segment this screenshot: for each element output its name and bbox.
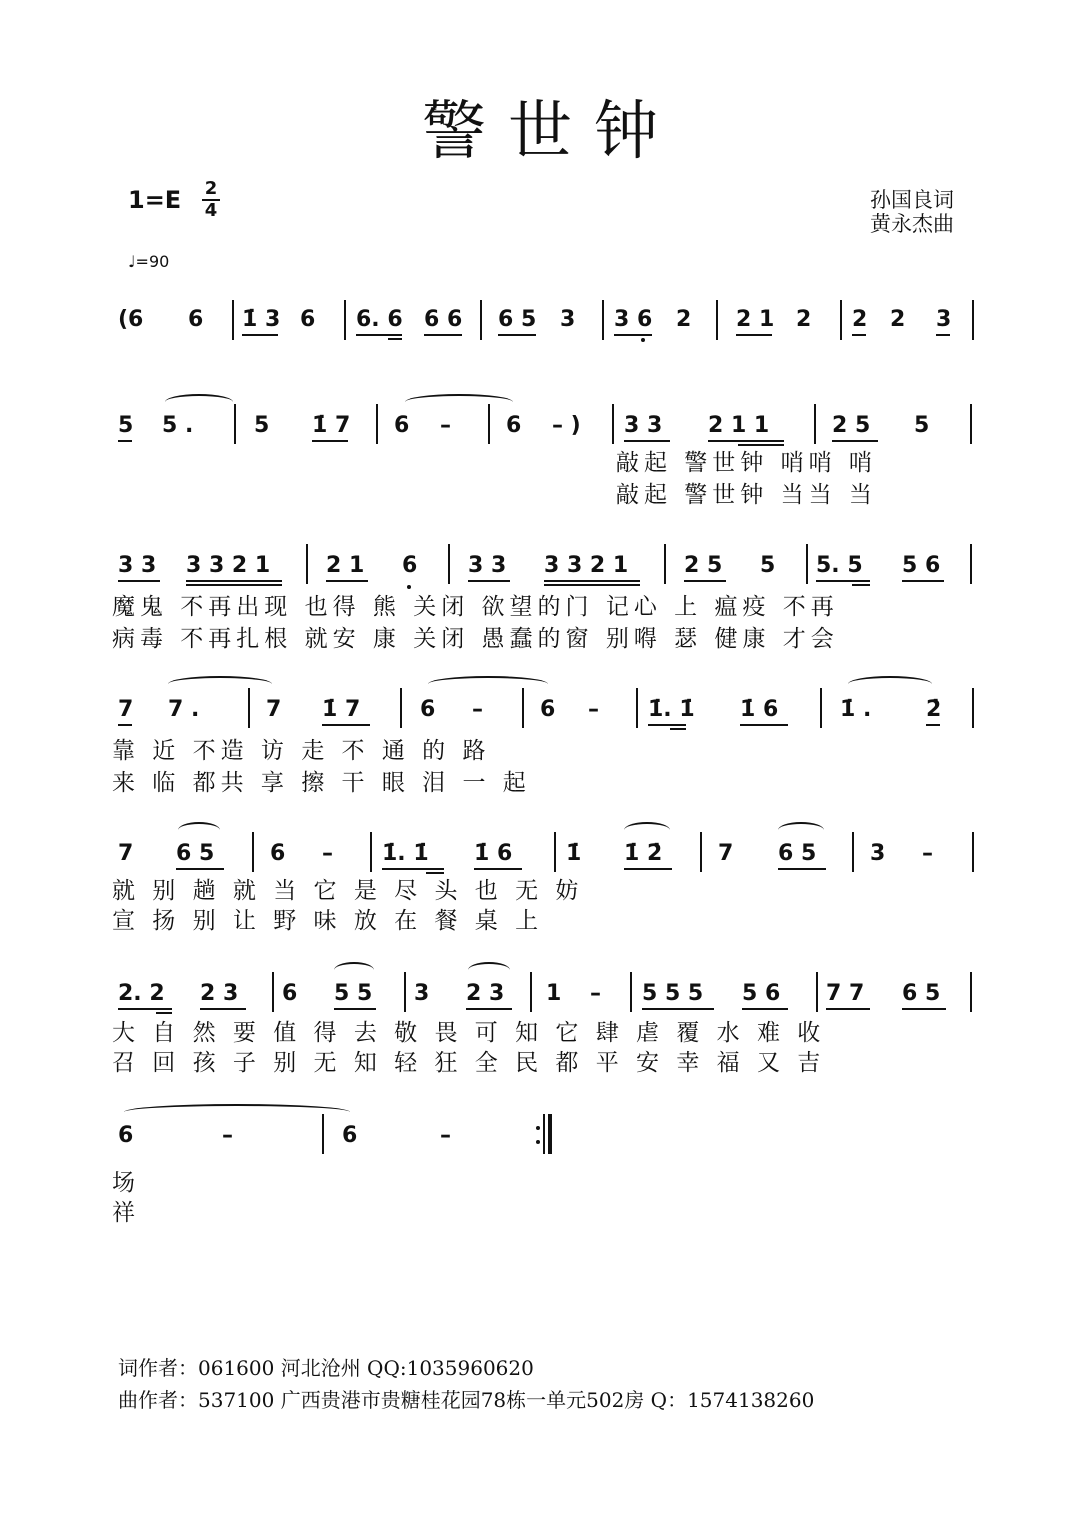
- note-group: –: [222, 1123, 233, 1148]
- tie-arc: [778, 822, 824, 838]
- underline-beam: [684, 580, 726, 582]
- lyricist-contact: 词作者：061600 河北沧州 QQ:1035960620: [118, 1356, 534, 1380]
- bar-line: [700, 832, 702, 872]
- note-group: 6: [342, 1123, 358, 1148]
- note-group: 3: [936, 307, 952, 332]
- underline-beam: [648, 724, 686, 726]
- bar-line: [400, 688, 402, 728]
- note-group: 3 3 2 1: [544, 553, 629, 578]
- low-octave-dot: [641, 338, 645, 342]
- note-group: 6. 6: [356, 307, 403, 332]
- note-group: 1̇ 6: [740, 697, 779, 722]
- note-group: 7: [118, 841, 134, 866]
- note-group: 2 5: [832, 413, 871, 438]
- bar-line: [840, 300, 842, 340]
- bar-line: [716, 300, 718, 340]
- note-group: 2 1: [326, 553, 365, 578]
- underline-beam: [356, 334, 402, 336]
- tie-arc: [165, 394, 233, 410]
- underline-beam: [852, 584, 870, 586]
- lyric-line-2: 召 回 孩 子 别 无 知 轻 狂 全 民 都 平 安 幸 福 又 吉: [112, 1050, 826, 1076]
- note-group: 5: [760, 553, 776, 578]
- underline-beam: [926, 724, 940, 726]
- note-group: 5 .: [162, 413, 194, 438]
- underline-beam: [186, 584, 282, 586]
- underline-beam: [388, 338, 402, 340]
- note-group: 1̇: [566, 841, 582, 866]
- lyric-line-1: 魔鬼 不再出现 也得 熊 关闭 欲望的门 记心 上 瘟疫 不再: [112, 594, 839, 620]
- underline-beam: [670, 728, 686, 730]
- note-group: 7: [266, 697, 282, 722]
- note-group: 5 5 5: [642, 981, 704, 1006]
- note-group: 2 1 1: [708, 413, 770, 438]
- bar-line: [664, 544, 666, 584]
- lyric-line-2: 敲起 警世钟 当当 当: [616, 482, 877, 508]
- note-group: 2 5: [684, 553, 723, 578]
- time-signature: [202, 180, 220, 220]
- underline-beam: [118, 1008, 172, 1010]
- underline-beam: [708, 440, 784, 442]
- note-group: 1̇ 7: [312, 413, 351, 438]
- underline-beam: [498, 334, 536, 336]
- bar-line: [972, 300, 974, 340]
- underline-beam: [778, 868, 826, 870]
- lyric-line-1: 敲起 警世钟 哨哨 哨: [616, 450, 877, 476]
- bar-line: [636, 688, 638, 728]
- note-group: –: [440, 1123, 451, 1148]
- note-group: 1̇ 6: [474, 841, 513, 866]
- bar-line: [306, 544, 308, 584]
- bar-line: [448, 544, 450, 584]
- note-group: (6: [118, 307, 144, 332]
- tie-arc: [624, 822, 670, 838]
- underline-beam: [832, 440, 878, 442]
- underline-beam: [624, 868, 672, 870]
- bar-line: [816, 972, 818, 1012]
- bar-line: [234, 404, 236, 444]
- composer-contact: 曲作者：537100 广西贵港市贵糖桂花园78栋一单元502房 Q：1574138260: [118, 1388, 815, 1412]
- note-group: 2. 2: [118, 981, 165, 1006]
- lyric-line-1: 大 自 然 要 值 得 去 敬 畏 可 知 它 肆 虐 覆 水 难 收: [112, 1020, 826, 1046]
- note-group: 6 5: [778, 841, 817, 866]
- note-group: – ): [552, 413, 581, 438]
- underline-beam: [312, 440, 348, 442]
- note-group: 5 5: [334, 981, 373, 1006]
- tie-arc: [428, 676, 548, 692]
- note-group: 6 5: [176, 841, 215, 866]
- note-group: 2: [852, 307, 868, 332]
- bar-line: [488, 404, 490, 444]
- underline-beam: [936, 334, 950, 336]
- note-group: 6: [300, 307, 316, 332]
- underline-beam: [902, 580, 944, 582]
- lyricist: 孙国良词: [870, 188, 954, 212]
- repeat-bar-thick: [548, 1114, 552, 1154]
- repeat-bar-thin: [543, 1114, 545, 1154]
- underline-beam: [242, 334, 278, 336]
- bar-line: [630, 972, 632, 1012]
- bar-line: [404, 972, 406, 1012]
- note-group: 1: [546, 981, 562, 1006]
- note-group: –: [590, 981, 601, 1006]
- bar-line: [530, 972, 532, 1012]
- note-group: –: [472, 697, 483, 722]
- bar-line: [970, 544, 972, 584]
- underline-beam: [736, 334, 772, 336]
- lyric-line-1: 靠 近 不造 访 走 不 通 的 路: [112, 738, 491, 764]
- song-title: 警世钟: [422, 95, 680, 169]
- note-group: 3 3 2 1: [186, 553, 271, 578]
- bar-line: [272, 972, 274, 1012]
- note-group: 6: [282, 981, 298, 1006]
- note-group: 3 6: [614, 307, 653, 332]
- note-group: 5 6: [742, 981, 781, 1006]
- underline-beam: [544, 580, 640, 582]
- bar-line: [554, 832, 556, 872]
- bar-line: [612, 404, 614, 444]
- note-group: –: [440, 413, 451, 438]
- repeat-dot: [536, 1126, 540, 1130]
- tie-arc: [124, 1104, 350, 1120]
- lyric-line-2: 病毒 不再扎根 就安 康 关闭 愚蠢的窗 别嘚 瑟 健康 才会: [112, 626, 839, 652]
- underline-beam: [740, 724, 788, 726]
- key-signature: 1=E: [128, 186, 182, 214]
- underline-beam: [468, 580, 510, 582]
- bar-line: [814, 404, 816, 444]
- underline-beam: [426, 872, 444, 874]
- note-group: 5. 5: [816, 553, 863, 578]
- underline-beam: [544, 584, 640, 586]
- note-group: 1̇ 3: [242, 307, 281, 332]
- note-group: –: [322, 841, 333, 866]
- tempo-marking: ♩=90: [128, 252, 170, 271]
- note-group: 6 5: [902, 981, 941, 1006]
- underline-beam: [826, 1008, 870, 1010]
- lyric-line-2: 来 临 都共 享 擦 干 眼 泪 一 起: [112, 770, 531, 796]
- lyric-line-2: 宣 扬 别 让 野 味 放 在 餐 桌 上: [112, 908, 544, 934]
- note-group: 3 3: [468, 553, 507, 578]
- note-group: 6: [118, 1123, 134, 1148]
- note-group: 6: [420, 697, 436, 722]
- underline-beam: [642, 1008, 714, 1010]
- underline-beam: [624, 440, 670, 442]
- note-group: 5: [118, 413, 134, 438]
- note-group: 2 3: [466, 981, 505, 1006]
- tie-arc: [405, 394, 513, 410]
- low-octave-dot: [407, 585, 411, 589]
- note-group: –: [588, 697, 599, 722]
- bar-line: [602, 300, 604, 340]
- underline-beam: [326, 580, 368, 582]
- tie-arc: [334, 962, 374, 978]
- bar-line: [972, 688, 974, 728]
- note-group: 1̇. 1̇: [382, 841, 429, 866]
- composer: 黄永杰曲: [870, 212, 954, 236]
- time-signature-top: 2: [204, 178, 218, 199]
- note-group: 6 6: [424, 307, 463, 332]
- underline-beam: [738, 444, 784, 446]
- note-group: 7: [718, 841, 734, 866]
- bar-line: [232, 300, 234, 340]
- bar-line: [252, 832, 254, 872]
- underline-beam: [466, 1008, 512, 1010]
- note-group: 6: [188, 307, 204, 332]
- underline-beam: [424, 334, 462, 336]
- note-group: 6: [394, 413, 410, 438]
- underline-beam: [852, 334, 866, 336]
- underline-beam: [118, 580, 160, 582]
- note-group: 6: [540, 697, 556, 722]
- note-group: 3: [560, 307, 576, 332]
- bar-line: [480, 300, 482, 340]
- underline-beam: [816, 580, 870, 582]
- note-group: 3 3: [118, 553, 157, 578]
- tie-arc: [848, 676, 932, 692]
- bar-line: [376, 404, 378, 444]
- bar-line: [970, 404, 972, 444]
- repeat-dot: [536, 1140, 540, 1144]
- note-group: 7 7: [826, 981, 865, 1006]
- note-group: 7: [118, 697, 134, 722]
- underline-beam: [382, 868, 444, 870]
- note-group: 2: [890, 307, 906, 332]
- note-group: 3: [870, 841, 886, 866]
- underline-beam: [156, 1012, 172, 1014]
- lyric-line-1: 场: [112, 1170, 140, 1196]
- underline-beam: [474, 868, 522, 870]
- underline-beam: [118, 440, 132, 442]
- tie-arc: [468, 962, 510, 978]
- tie-arc: [178, 822, 220, 838]
- underline-beam: [186, 580, 282, 582]
- underline-beam: [614, 334, 652, 336]
- note-group: 2 3: [200, 981, 239, 1006]
- time-signature-bottom: 4: [204, 200, 218, 221]
- note-group: 6: [506, 413, 522, 438]
- note-group: 3: [414, 981, 430, 1006]
- note-group: 6: [270, 841, 286, 866]
- note-group: 2̇: [926, 697, 942, 722]
- note-group: 3 3: [624, 413, 663, 438]
- bar-line: [370, 832, 372, 872]
- bar-line: [852, 832, 854, 872]
- note-group: 2 1: [736, 307, 775, 332]
- note-group: 1̇ 2̇: [624, 841, 663, 866]
- note-group: 2: [676, 307, 692, 332]
- credits: [870, 188, 954, 236]
- note-group: 5 6: [902, 553, 941, 578]
- underline-beam: [334, 1008, 376, 1010]
- bar-line: [970, 972, 972, 1012]
- bar-line: [344, 300, 346, 340]
- bar-line: [806, 544, 808, 584]
- bar-line: [248, 688, 250, 728]
- note-group: 6: [402, 553, 418, 578]
- underline-beam: [742, 1008, 788, 1010]
- note-group: 1̇. 1̇: [648, 697, 695, 722]
- underline-beam: [176, 868, 224, 870]
- note-group: –: [922, 841, 933, 866]
- bar-line: [522, 688, 524, 728]
- note-group: 2: [796, 307, 812, 332]
- tie-arc: [168, 676, 272, 692]
- bar-line: [972, 832, 974, 872]
- underline-beam: [902, 1008, 946, 1010]
- lyric-line-2: 祥: [112, 1200, 140, 1226]
- underline-beam: [118, 724, 132, 726]
- lyric-line-1: 就 别 趟 就 当 它 是 尽 头 也 无 妨: [112, 878, 584, 904]
- underline-beam: [322, 724, 370, 726]
- underline-beam: [200, 1008, 246, 1010]
- note-group: 1̇ 7: [322, 697, 361, 722]
- note-group: 7 .: [168, 697, 200, 722]
- note-group: 5: [914, 413, 930, 438]
- note-group: 1̇ .: [840, 697, 872, 722]
- bar-line: [322, 1114, 324, 1154]
- note-group: 5: [254, 413, 270, 438]
- note-group: 6 5: [498, 307, 537, 332]
- bar-line: [820, 688, 822, 728]
